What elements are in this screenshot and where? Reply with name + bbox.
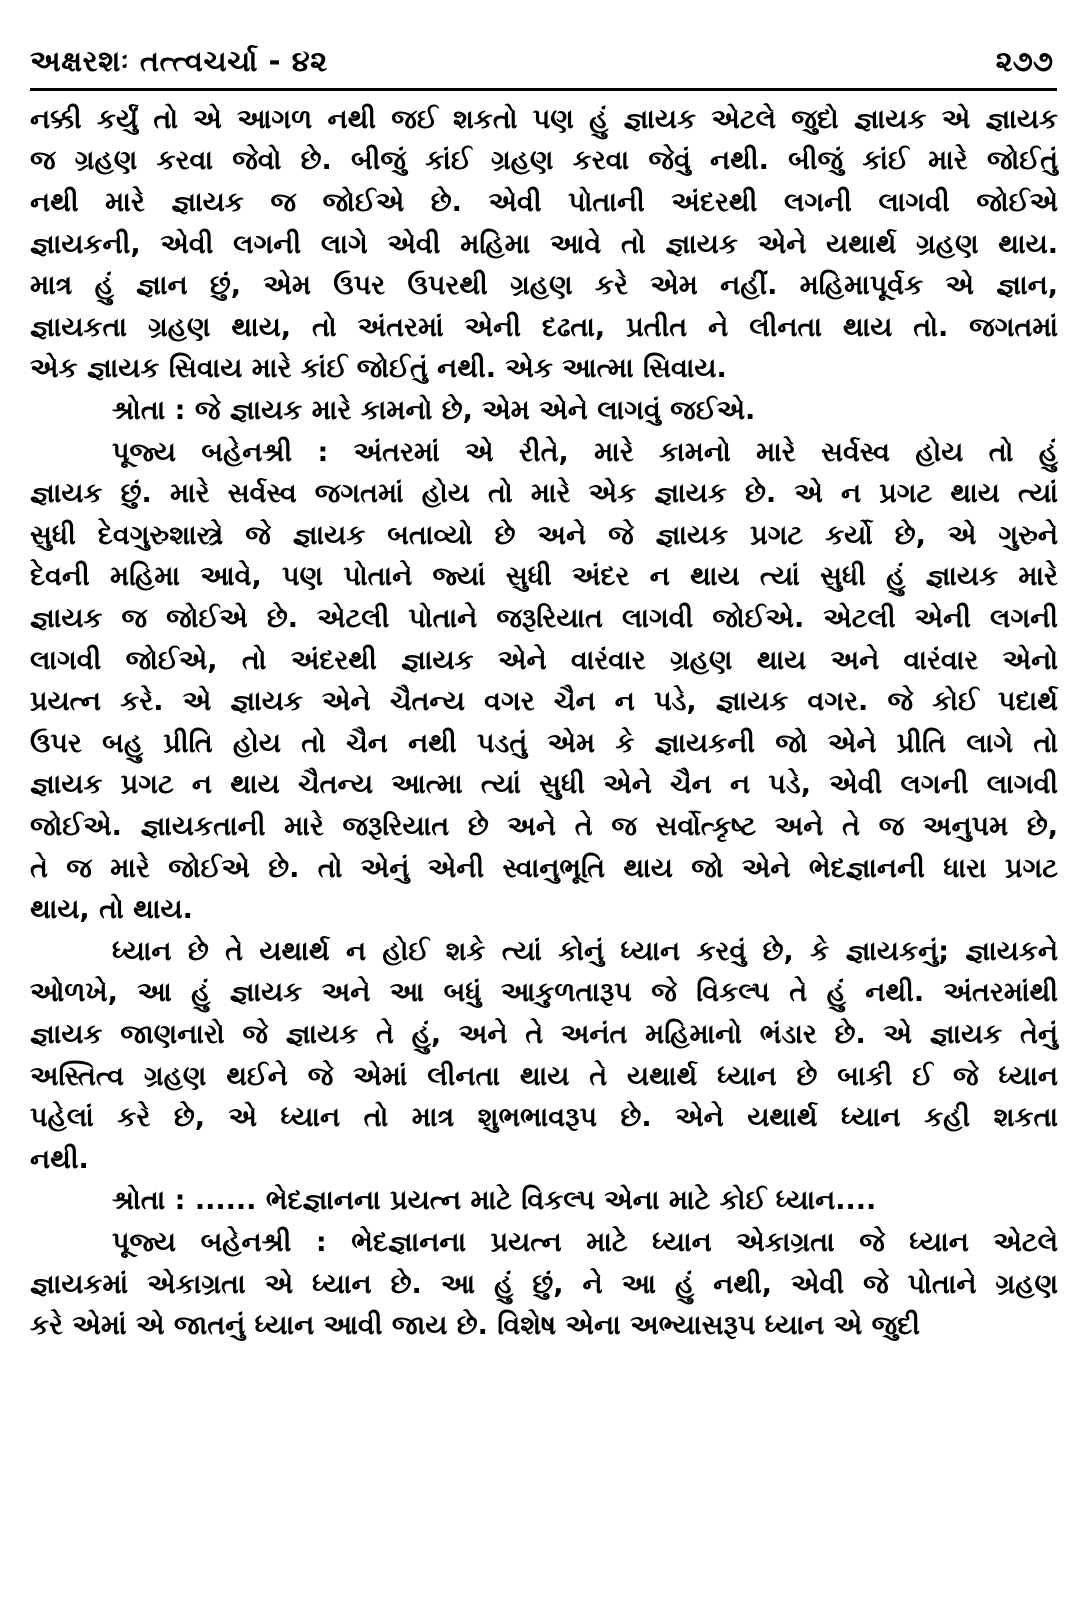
text-line: નથી મારે જ્ઞાયક જ જોઈએ છે. એવી પોતાની અંદરથી લગની લાગવી જોઈએ (30, 187, 1058, 219)
text-line: પ્રયત્ન કરે. એ જ્ઞાયક એને ચૈતન્ય વગર ચૈન ન પડે, જ્ઞાયક વગર. જે કોઈ પદાર્થ (30, 686, 1058, 718)
text-line: દેવની મહિમા આવે, પણ પોતાને જ્યાં સુધી અંદર ન થાય ત્યાં સુધી હું જ્ઞાયક મારે (30, 561, 1058, 593)
text-line: કરે એમાં એ જાતનું ધ્યાન આવી જાય છે. વિશેષ એના અભ્યાસરૂપ ધ્યાન એ જુદી (30, 1310, 920, 1342)
paragraph (30, 1222, 1058, 1347)
paragraph (30, 432, 1058, 931)
text-line: તે જ મારે જોઈએ છે. તો એનું એની સ્વાનુભૂતિ થાય જો એને ભેદજ્ઞાનની ધારા પ્રગટ (30, 852, 1058, 884)
text-line: જ્ઞાયકતા ગ્રહણ થાય, તો અંતરમાં એની દઢતા, પ્રતીત ને લીનતા થાય તો. જગતમાં (30, 311, 1058, 343)
text-line: સુધી દેવગુરુશાસ્ત્રે જે જ્ઞાયક બતાવ્યો છે અને જે જ્ઞાયક પ્રગટ કર્યો છે, એ ગુરુને (30, 519, 1058, 551)
line-text: અંતરમાં એ રીતે, મારે કામનો મારે સર્વસ્વ હોય તો હું (353, 436, 1058, 468)
text-line: લાગવી જોઈએ, તો અંદરથી જ્ઞાયક એને વારંવાર ગ્રહણ થાય અને વારંવાર એનો (30, 644, 1058, 676)
paragraph (30, 390, 1058, 432)
text-line: માત્ર હું જ્ઞાન છું, એમ ઉપર ઉપરથી ગ્રહણ કરે એમ નહીં. મહિમાપૂર્વક એ જ્ઞાન, (30, 270, 1058, 302)
page-header (30, 46, 1053, 78)
document-body (30, 99, 1058, 1347)
text-line (30, 1222, 1058, 1264)
text-line: જ્ઞાયક છું. મારે સર્વસ્વ જગતમાં હોય તો મારે એક જ્ઞાયક છે. એ ન પ્રગટ થાય ત્યાં (30, 478, 1058, 510)
paragraph (30, 931, 1058, 1181)
header-rule (30, 88, 1057, 91)
text-line: એક જ્ઞાયક સિવાય મારે કાંઈ જોઈતું નથી. એક આત્મા સિવાય. (30, 353, 727, 385)
text-line: ઉપર બહુ પ્રીતિ હોય તો ચૈન નથી પડતું એમ કે જ્ઞાયકની જો એને પ્રીતિ લાગે તો (30, 727, 1058, 759)
text-line (30, 1180, 1058, 1222)
text-line: જ્ઞાયક પ્રગટ ન થાય ચૈતન્ય આત્મા ત્યાં સુધી એને ચૈન ન પડે, એવી લગની લાગવી (30, 769, 1058, 801)
page-number: ૨૭૭ (995, 44, 1053, 78)
text-line: ધ્યાન છે તે યથાર્થ ન હોઈ શકે ત્યાં કોનું ધ્યાન કરવું છે, કે જ્ઞાયકનું; જ્ઞાયકને (112, 935, 1058, 967)
text-line: જ ગ્રહણ કરવા જેવો છે. બીજું કાંઈ ગ્રહણ કરવા જેવું નથી. બીજું કાંઈ મારે જોઈતું (30, 145, 1058, 177)
line-text: જે જ્ઞાયક મારે કામનો છે, એમ એને લાગવું જઈએ. (194, 395, 756, 427)
line-text: ભેદજ્ઞાનના પ્રયત્ન માટે ધ્યાન એકાગ્રતા જે ધ્યાન એટલે (351, 1226, 1058, 1258)
text-line: નક્કી કર્યું તો એ આગળ નથી જઈ શકતો પણ હું જ્ઞાયક એટલે જુદો જ્ઞાયક એ જ્ઞાયક (30, 103, 1058, 135)
speaker-label: શ્રોતા : (112, 1185, 186, 1217)
chapter-title: અક્ષરશઃ તત્ત્વચર્ચા - ૪૨ (30, 44, 328, 78)
text-line: ઓળખે, આ હું જ્ઞાયક અને આ બધું આકુળતારૂપ જે વિકલ્પ તે હું નથી. અંતરમાંથી (30, 977, 1058, 1009)
text-line: જોઈએ. જ્ઞાયકતાની મારે જરૂરિયાત છે અને તે જ સર્વોત્કૃષ્ટ અને તે જ અનુપમ છે, (30, 810, 1058, 842)
line-text: ...... ભેદજ્ઞાનના પ્રયત્ન માટે વિકલ્પ એના માટે કોઈ ધ્યાન.... (194, 1185, 877, 1217)
text-line: પહેલાં કરે છે, એ ધ્યાન તો માત્ર શુભભાવરૂપ છે. એને યથાર્થ ધ્યાન કહી શકતા (30, 1102, 1058, 1134)
text-line: જ્ઞાયક જ જોઈએ છે. એટલી પોતાને જરૂરિયાત લાગવી જોઈએ. એટલી એની લગની (30, 603, 1058, 635)
paragraph (30, 99, 1058, 390)
text-line: જ્ઞાયક જાણનારો જે જ્ઞાયક તે હું, અને તે અનંત મહિમાનો ભંડાર છે. એ જ્ઞાયક તેનું (30, 1018, 1058, 1050)
text-line: અસ્તિત્વ ગ્રહણ થઈને જે એમાં લીનતા થાય તે યથાર્થ ધ્યાન છે બાકી ઈ જે ધ્યાન (30, 1060, 1058, 1092)
text-line (30, 432, 1058, 474)
paragraph (30, 1180, 1058, 1222)
text-line: જ્ઞાયકમાં એકાગ્રતા એ ધ્યાન છે. આ હું છું, ને આ હું નથી, એવી જે પોતાને ગ્રહણ (30, 1268, 1058, 1300)
speaker-label: શ્રોતા : (112, 395, 186, 427)
speaker-label: પૂજ્ય બહેનશ્રી : (112, 1226, 327, 1258)
text-line: જ્ઞાયકની, એવી લગની લાગે એવી મહિમા આવે તો જ્ઞાયક એને યથાર્થ ગ્રહણ થાય. (30, 228, 1058, 260)
text-line (30, 390, 1058, 432)
speaker-label: પૂજ્ય બહેનશ્રી : (112, 436, 329, 468)
text-line: થાય, તો થાય. (30, 894, 193, 926)
text-line: નથી. (30, 1143, 89, 1175)
